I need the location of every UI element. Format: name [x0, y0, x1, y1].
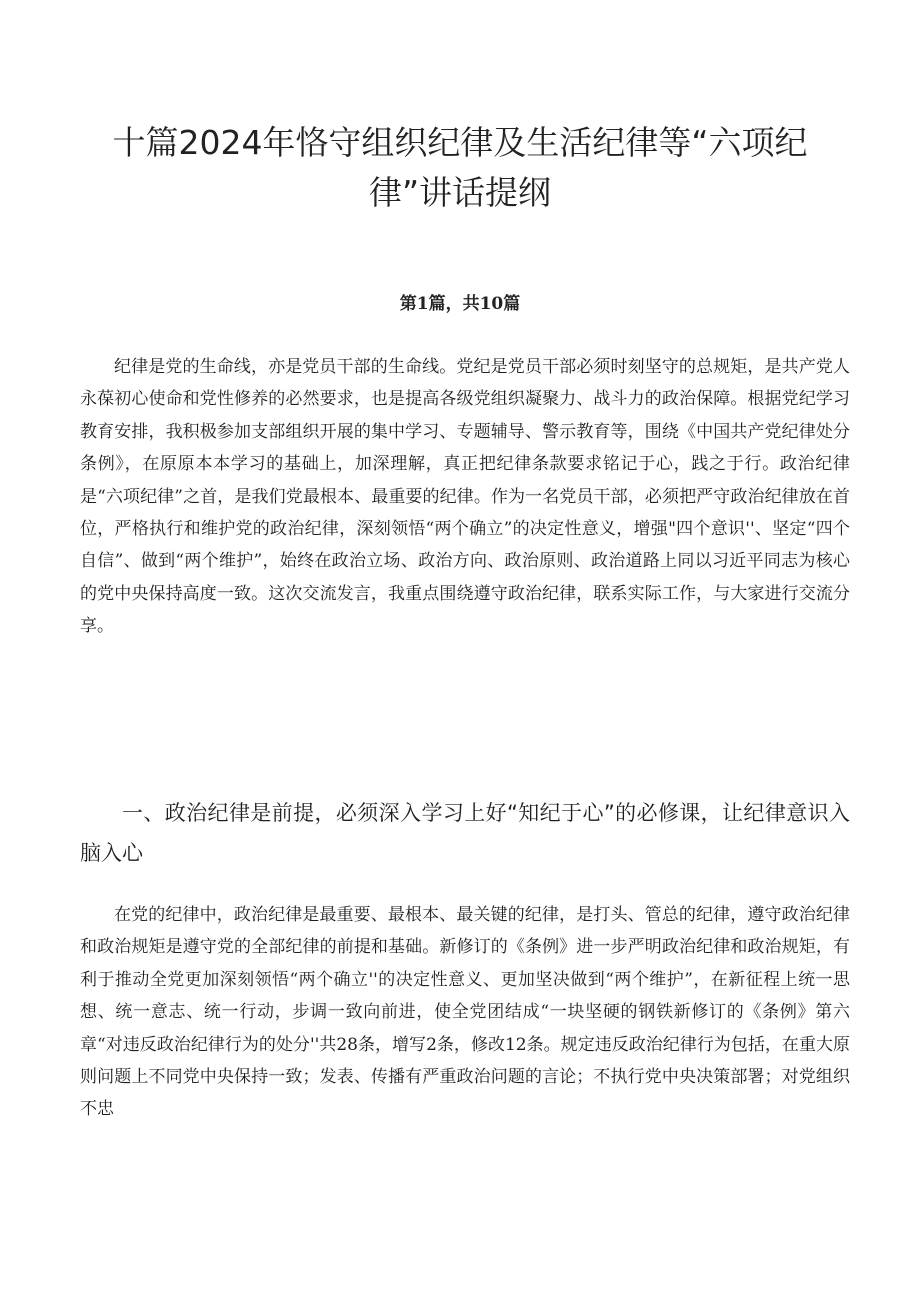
body-paragraph-2: 在党的纪律中，政治纪律是最重要、最根本、最关键的纪律，是打头、管总的纪律，遵守政治纪律和政治规矩是遵守党的全部纪律的前提和基础。新修订的《条例》进一步严明政治纪律和政治规矩，有利于推动全党更加深刻领悟“两个确立''的决定性意义、更加坚决做到“两个维护”，在新征程上统一思想、统一意志、统一行动，步调一致向前进，使全党团结成“一块坚硬的钢铁新修订的《条例》第六章“对违反政治纪律行为的处分''共28条，增写2条，修改12条。规定违反政治纪律行为包括，在重大原则问题上不同党中央保持一致；发表、传播有严重政治问题的言论；不执行党中央决策部署；对党组织不忠 — [80, 905, 850, 1120]
part-label: 第1篇，共10篇 — [399, 294, 521, 314]
section-heading-1: 一、政治纪律是前提，必须深入学习上好“知纪于心”的必修课，让纪律意识入脑入心 — [80, 801, 850, 865]
document-title — [100, 118, 820, 218]
document-title-line-2: 律”讲话提纲 — [368, 173, 552, 212]
body-paragraph-1: 纪律是党的生命线，亦是党员干部的生命线。党纪是党员干部必须时刻坚守的总规矩，是共产党人永葆初心使命和党性修养的必然要求，也是提高各级党组织凝聚力、战斗力的政治保障。根据党纪学习教育安排，我积极参加支部组织开展的集中学习、专题辅导、警示教育等，围绕《中国共产党纪律处分条例》，在原原本本学习的基础上，加深理解，真正把纪律条款要求铭记于心，践之于行。政治纪律是“六项纪律”之首，是我们党最根本、最重要的纪律。作为一名党员干部，必须把严守政治纪律放在首位，严格执行和维护党的政治纪律，深刻领悟“两个确立”的决定性意义，增强"四个意识''、坚定“四个自信”、做到“两个维护”，始终在政治立场、政治方向、政治原则、政治道路上同以习近平同志为核心的党中央保持高度一致。这次交流发言，我重点围绕遵守政治纪律，联系实际工作，与大家进行交流分享。 — [80, 357, 850, 637]
document-title-line-1: 十篇2024年恪守组织纪律及生活纪律等“六项纪 — [112, 123, 808, 162]
